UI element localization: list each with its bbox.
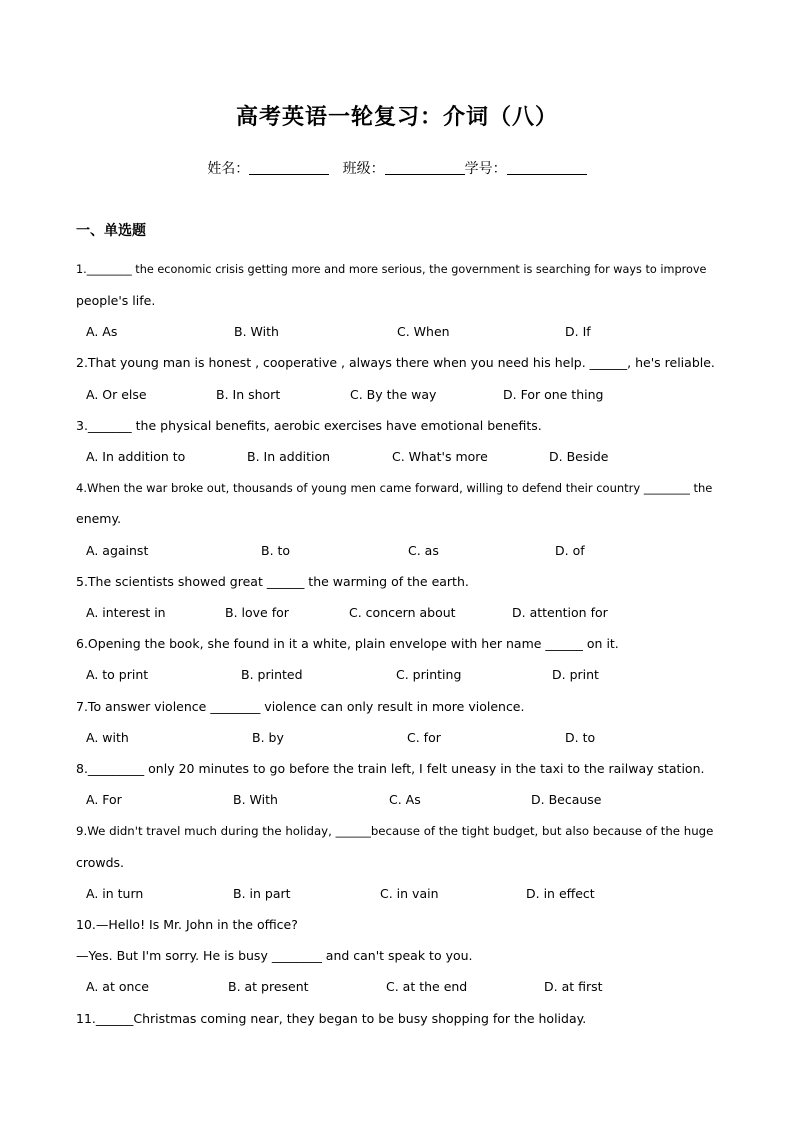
question-7-line-1: 7.To answer violence ________ violence can only result in more violence. [76,699,525,714]
class-label: 班级： [342,161,385,177]
question-5-option-d[interactable]: D. attention for [512,605,608,620]
student-info-line [0,158,794,178]
id-blank[interactable] [507,160,587,175]
question-8-option-d[interactable]: D. Because [531,792,602,807]
question-11-line-1: 11.______Christmas coming near, they began to be busy shopping for the holiday. [76,1011,587,1026]
id-label: 学号： [464,161,507,177]
question-3-option-c[interactable]: C. What's more [392,449,488,464]
question-10-option-a[interactable]: A. at once [86,979,149,994]
name-blank[interactable] [249,160,329,175]
question-9-line-2: crowds. [76,855,125,870]
question-6-option-b[interactable]: B. printed [241,667,303,682]
question-2-line-1: 2.That young man is honest , cooperative , always there when you need his help. ______, he's reliable. [76,355,715,370]
question-7-option-c[interactable]: C. for [407,730,441,745]
question-8-option-c[interactable]: C. As [389,792,421,807]
question-9-line-1: 9.We didn't travel much during the holiday, ______because of the tight budget, but also because of the huge [76,824,714,838]
question-7-option-b[interactable]: B. by [252,730,284,745]
section-title: 一、单选题 [76,223,146,239]
question-1-line-2: people's life. [76,293,156,308]
question-4-line-2: enemy. [76,511,122,526]
question-5-option-c[interactable]: C. concern about [349,605,456,620]
question-8-option-b[interactable]: B. With [233,792,278,807]
question-4-line-1: 4.When the war broke out, thousands of young men came forward, willing to defend their country ________ the [76,481,713,495]
question-4-option-b[interactable]: B. to [261,543,291,558]
question-4-option-c[interactable]: C. as [408,543,439,558]
question-6-line-1: 6.Opening the book, she found in it a white, plain envelope with her name ______ on it. [76,636,619,651]
class-blank[interactable] [385,160,465,175]
question-9-option-d[interactable]: D. in effect [526,886,595,901]
question-3-option-a[interactable]: A. In addition to [86,449,186,464]
question-8-option-a[interactable]: A. For [86,792,122,807]
question-6-option-c[interactable]: C. printing [396,667,462,682]
question-7-option-a[interactable]: A. with [86,730,129,745]
question-5-line-1: 5.The scientists showed great ______ the warming of the earth. [76,574,469,589]
question-8-line-1: 8._________ only 20 minutes to go before the train left, I felt uneasy in the taxi to the railway station. [76,761,705,776]
question-6-option-d[interactable]: D. print [552,667,599,682]
question-10-line-1: 10.—Hello! Is Mr. John in the office? [76,917,298,932]
question-10-option-c[interactable]: C. at the end [386,979,468,994]
question-10-option-b[interactable]: B. at present [228,979,309,994]
question-3-option-b[interactable]: B. In addition [247,449,331,464]
question-1-option-b[interactable]: B. With [234,324,279,339]
question-10-line-2: —Yes. But I'm sorry. He is busy ________ and can't speak to you. [76,948,473,963]
question-9-option-a[interactable]: A. in turn [86,886,144,901]
question-5-option-b[interactable]: B. love for [225,605,289,620]
question-9-option-b[interactable]: B. in part [233,886,291,901]
question-7-option-d[interactable]: D. to [565,730,596,745]
question-3-option-d[interactable]: D. Beside [549,449,609,464]
question-2-option-c[interactable]: C. By the way [350,387,437,402]
question-1-line-1: 1.________ the economic crisis getting more and more serious, the government is searching for ways to improve [76,263,707,276]
question-9-option-c[interactable]: C. in vain [380,886,439,901]
question-3-line-1: 3._______ the physical benefits, aerobic exercises have emotional benefits. [76,418,542,433]
question-1-option-d[interactable]: D. If [565,324,591,339]
page-title: 高考英语一轮复习：介词（八） [235,104,558,130]
question-2-option-a[interactable]: A. Or else [86,387,147,402]
question-2-option-d[interactable]: D. For one thing [503,387,604,402]
question-5-option-a[interactable]: A. interest in [86,605,166,620]
question-6-option-a[interactable]: A. to print [86,667,149,682]
question-1-option-c[interactable]: C. When [397,324,450,339]
question-10-option-d[interactable]: D. at first [544,979,603,994]
question-2-option-b[interactable]: B. In short [216,387,281,402]
question-4-option-d[interactable]: D. of [555,543,585,558]
question-1-option-a[interactable]: A. As [86,324,118,339]
question-4-option-a[interactable]: A. against [86,543,149,558]
name-label: 姓名： [207,161,250,177]
